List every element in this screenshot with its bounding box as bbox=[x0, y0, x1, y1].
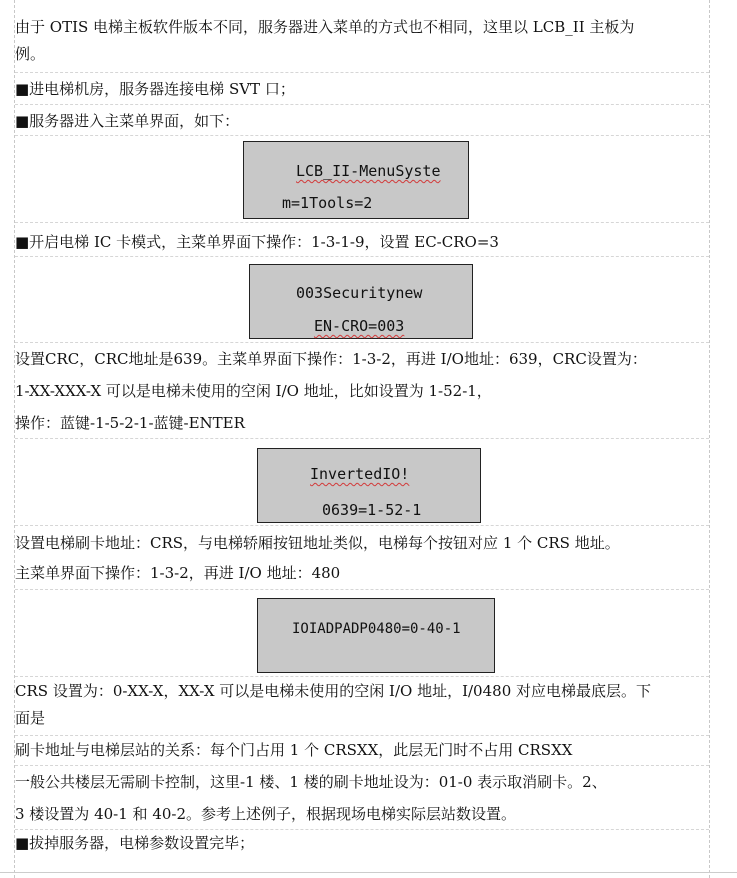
ioadpad-screen bbox=[257, 598, 495, 673]
paragraph-separator bbox=[15, 104, 709, 105]
crc-setup-line-2: 1-XX-XXX-X 可以是电梯未使用的空闲 I/O 地址，比如设置为 1-52-1， bbox=[15, 382, 492, 400]
paragraph-separator bbox=[15, 222, 709, 223]
menu-system-screen bbox=[243, 141, 469, 219]
step-connect-server: ■进电梯机房，服务器连接电梯 SVT 口； bbox=[15, 80, 295, 98]
document-page bbox=[14, 0, 710, 878]
paragraph-separator bbox=[15, 735, 709, 736]
ioadpad-screen-line-1: IOIADPADP0480=0-40-1 bbox=[292, 621, 461, 637]
intro-paragraph-line-2: 例。 bbox=[15, 45, 46, 63]
menu-screen-line-2: m=1Tools=2 bbox=[282, 194, 373, 212]
step-enable-ic-mode: ■开启电梯 IC 卡模式，主菜单界面下操作：1-3-1-9，设置 EC-CRO=3 bbox=[15, 233, 499, 251]
crs-setup-line-1: 设置电梯刷卡地址：CRS，与电梯轿厢按钮地址类似，电梯每个按钮对应 1 个 CRS 地址。 bbox=[15, 534, 620, 552]
public-floor-line-1: 一般公共楼层无需刷卡控制，这里-1 楼、1 楼的刷卡地址设为：01-0 表示取消刷卡。2、 bbox=[15, 773, 607, 791]
inverted-screen-line-1: InvertedIO! bbox=[310, 465, 410, 483]
page-bottom-border bbox=[0, 872, 737, 873]
card-floor-relation: 刷卡地址与电梯层站的关系：每个门占用 1 个 CRSXX，此层无门时不占用 CRSXX bbox=[15, 741, 573, 759]
paragraph-separator bbox=[15, 256, 709, 257]
paragraph-separator bbox=[15, 676, 709, 677]
paragraph-separator bbox=[15, 525, 709, 526]
paragraph-separator bbox=[15, 135, 709, 136]
crs-value-line-1: CRS 设置为：0-XX-X，XX-X 可以是电梯未使用的空闲 I/O 地址，I/0480 对应电梯最底层。下 bbox=[15, 682, 652, 700]
public-floor-line-2: 3 楼设置为 40-1 和 40-2。参考上述例子，根据现场电梯实际层站数设置。 bbox=[15, 805, 517, 823]
inverted-screen-line-2: 0639=1-52-1 bbox=[322, 501, 422, 519]
security-screen-line-2: EN-CRO=003 bbox=[314, 317, 405, 335]
crs-value-line-2: 面是 bbox=[15, 709, 46, 727]
crc-setup-line-1: 设置CRC，CRC地址是639。主菜单界面下操作：1-3-2，再进 I/O地址：639，CRC设置为： bbox=[15, 350, 647, 368]
menu-screen-line-1: LCB_II-MenuSyste bbox=[296, 162, 441, 180]
security-screen bbox=[249, 264, 473, 339]
paragraph-separator bbox=[15, 765, 709, 766]
crc-setup-line-3: 操作：蓝键-1-5-2-1-蓝键-ENTER bbox=[15, 414, 245, 432]
security-screen-line-1: 003Securitynew bbox=[296, 284, 423, 302]
paragraph-separator bbox=[15, 72, 709, 73]
paragraph-separator bbox=[15, 438, 709, 439]
paragraph-separator bbox=[15, 829, 709, 830]
step-enter-main-menu: ■服务器进入主菜单界面，如下： bbox=[15, 112, 240, 130]
paragraph-separator bbox=[15, 342, 709, 343]
intro-paragraph-line-1: 由于 OTIS 电梯主板软件版本不同，服务器进入菜单的方式也不相同，这里以 LCB_II 主板为 bbox=[15, 18, 635, 36]
paragraph-separator bbox=[15, 589, 709, 590]
step-finish: ■拔掉服务器，电梯参数设置完毕； bbox=[15, 834, 255, 852]
inverted-io-screen bbox=[257, 448, 481, 523]
crs-setup-line-2: 主菜单界面下操作：1-3-2，再进 I/O 地址：480 bbox=[15, 564, 341, 582]
